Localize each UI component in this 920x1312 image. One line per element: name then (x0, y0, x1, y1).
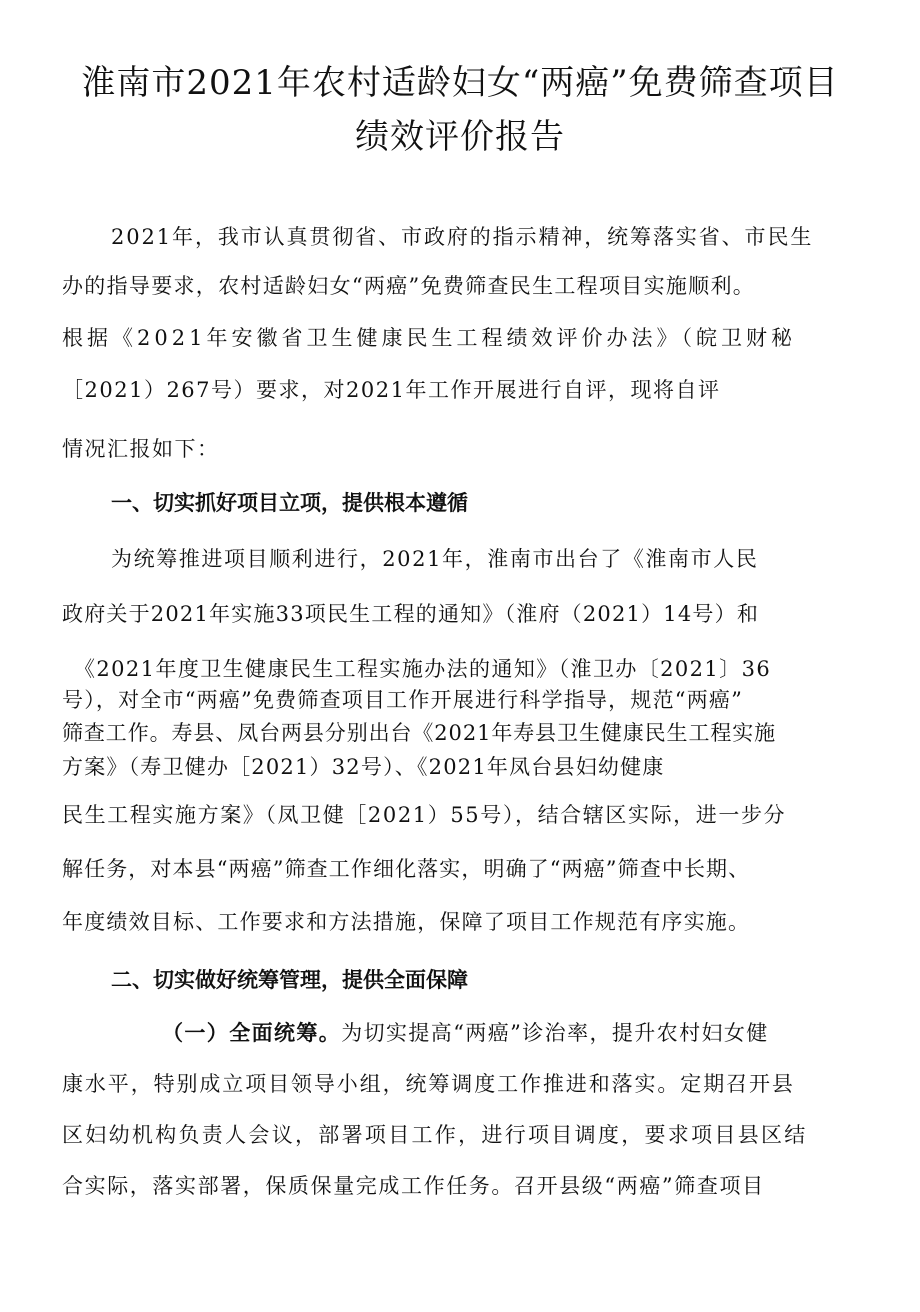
section-1-line: 方案》（寿卫健办［2021）32号）、《2021年凤台县妇幼健康 (62, 755, 665, 779)
intro-line: 根据《2021年安徽省卫生健康民生工程绩效评价办法》（皖卫财秘 (62, 326, 796, 350)
intro-line: 情况汇报如下： (62, 437, 220, 461)
section-2-item-1-first-line (162, 1019, 862, 1047)
section-1-line: 号），对全市“两癌”免费筛查项目工作开展进行科学指导，规范“两癌” (62, 688, 744, 712)
section-1-heading: 一、切实抓好项目立项，提供根本遵循 (111, 491, 468, 515)
section-1-line: 政府关于2021年实施33项民生工程的通知》（淮府（2021）14号）和 (62, 602, 760, 626)
document-title-line-2: 绩效评价报告 (355, 117, 565, 157)
section-1-line: 《2021年度卫生健康民生工程实施办法的通知》（淮卫办〔2021〕36 (74, 657, 772, 681)
section-1-line: 民生工程实施方案》（凤卫健［2021）55号），结合辖区实际，进一步分 (62, 803, 787, 827)
section-1-line: 为统筹推进项目顺利进行，2021年，淮南市出台了《淮南市人民 (111, 547, 759, 571)
intro-line: 办的指导要求，农村适龄妇女“两癌”免费筛查民生工程项目实施顺利。 (62, 274, 756, 298)
section-1-line: 筛查工作。寿县、凤台两县分别出台《2021年寿县卫生健康民生工程实施 (62, 721, 777, 745)
section-2-line: 区妇幼机构负责人会议，部署项目工作，进行项目调度，要求项目县区结 (62, 1123, 808, 1147)
section-2-line: 合实际，落实部署，保质保量完成工作任务。召开县级“两癌”筛查项目 (62, 1174, 765, 1198)
intro-line: 2021年，我市认真贯彻省、市政府的指示精神，统筹落实省、市民生 (111, 225, 814, 249)
section-1-line: 年度绩效目标、工作要求和方法措施，保障了项目工作规范有序实施。 (62, 910, 751, 934)
section-2-line: 康水平，特别成立项目领导小组，统筹调度工作推进和落实。定期召开县 (62, 1072, 795, 1096)
section-2-heading: 二、切实做好统筹管理，提供全面保障 (111, 968, 468, 992)
section-2-item-1-text: 为切实提高“两癌”诊治率，提升农村妇女健 (341, 1021, 769, 1045)
section-1-line: 解任务，对本县“两癌”筛查工作细化落实，明确了“两癌”筛查中长期、 (62, 857, 751, 881)
document-title-line-1: 淮南市2021年农村适龄妇女“两癌”免费筛查项目 (81, 63, 839, 103)
intro-line: ［2021）267号）要求，对2021年工作开展进行自评，现将自评 (62, 378, 721, 402)
section-2-item-1-lead: （一）全面统筹。 (162, 1021, 342, 1045)
